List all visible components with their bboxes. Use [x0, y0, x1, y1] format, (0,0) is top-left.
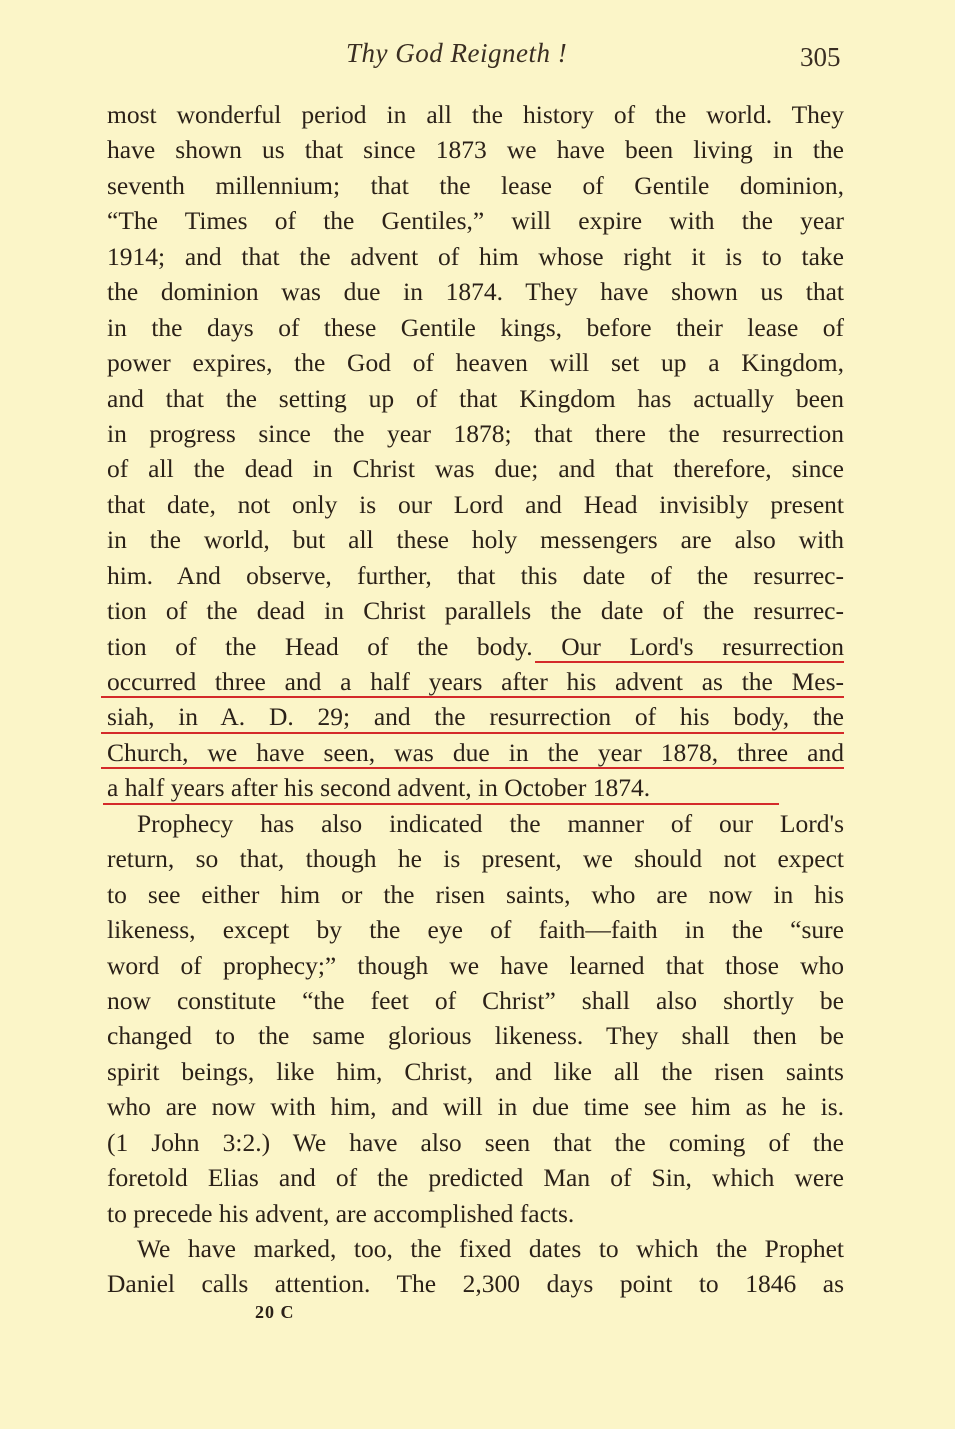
text-line: to precede his advent, are accomplished facts.	[107, 1198, 575, 1228]
text-line-content: tion of the Head of the body. Our Lord's resurrection	[107, 631, 844, 661]
body-text	[107, 97, 844, 1302]
running-title: Thy God Reigneth !	[346, 38, 568, 68]
text-line	[107, 770, 844, 805]
red-underline	[103, 803, 779, 805]
text-line: him. And observe, further, that this date of the resurrec-	[107, 560, 844, 590]
printer-signature: 20 C	[255, 1302, 295, 1322]
running-head	[0, 36, 955, 76]
text-line: in the days of these Gentile kings, before their lease of	[107, 312, 844, 342]
text-line: Daniel calls attention. The 2,300 days point to 1846 as	[107, 1269, 844, 1299]
text-line: in progress since the year 1878; that there the resurrection	[107, 418, 844, 448]
text-line: spirit beings, like him, Christ, and like all the risen saints	[107, 1056, 844, 1086]
text-line: return, so that, though he is present, we should not expect	[107, 844, 844, 874]
text-line-content: a half years after his second advent, in October 1874.	[107, 773, 651, 803]
text-line: tion of the dead in Christ parallels the date of the resurrec-	[107, 596, 844, 626]
page-number: 305	[800, 42, 841, 72]
text-line: most wonderful period in all the history of the world. They	[107, 100, 844, 129]
text-line: and that the setting up of that Kingdom has actually been	[107, 383, 844, 413]
text-line: foretold Elias and of the predicted Man of Sin, which were	[107, 1163, 844, 1193]
text-line: to see either him or the risen saints, who are now in his	[107, 879, 844, 909]
text-line: likeness, except by the eye of faith—faith in the “sure	[107, 915, 844, 945]
text-line: who are now with him, and will in due time see him as he is.	[107, 1092, 844, 1122]
text-line	[107, 699, 844, 734]
red-underline	[535, 661, 844, 663]
text-line: (1 John 3:2.) We have also seen that the coming of the	[107, 1127, 844, 1157]
text-line	[107, 629, 844, 664]
text-line: that date, not only is our Lord and Head invisibly present	[107, 489, 844, 519]
text-line: Prophecy has also indicated the manner of our Lord's	[137, 808, 844, 838]
text-line: seventh millennium; that the lease of Gentile dominion,	[107, 170, 844, 200]
text-line	[107, 664, 844, 699]
text-line	[107, 735, 844, 770]
text-line-content: occurred three and a half years after his advent as the Mes-	[107, 667, 844, 696]
red-underline	[101, 732, 844, 734]
text-line: in the world, but all these holy messengers are also with	[107, 525, 844, 555]
text-line-content: Church, we have seen, was due in the year 1878, three and	[107, 737, 844, 767]
text-line: now constitute “the feet of Christ” shall also shortly be	[107, 985, 844, 1015]
red-underline	[101, 767, 844, 769]
text-line: “The Times of the Gentiles,” will expire with the year	[107, 206, 844, 236]
text-line: the dominion was due in 1874. They have shown us that	[107, 277, 844, 307]
text-line: changed to the same glorious likeness. They shall then be	[107, 1021, 844, 1051]
text-line-content: siah, in A. D. 29; and the resurrection of his body, the	[107, 702, 844, 732]
text-line: power expires, the God of heaven will set up a Kingdom,	[107, 348, 844, 378]
text-line: word of prophecy;” though we have learned that those who	[107, 950, 844, 980]
text-line: of all the dead in Christ was due; and that therefore, since	[107, 454, 844, 484]
text-line: We have marked, too, the fixed dates to which the Prophet	[137, 1234, 844, 1263]
text-line: have shown us that since 1873 we have been living in the	[107, 135, 844, 165]
red-underline	[101, 696, 844, 698]
text-line: 1914; and that the advent of him whose right it is to take	[107, 241, 844, 271]
